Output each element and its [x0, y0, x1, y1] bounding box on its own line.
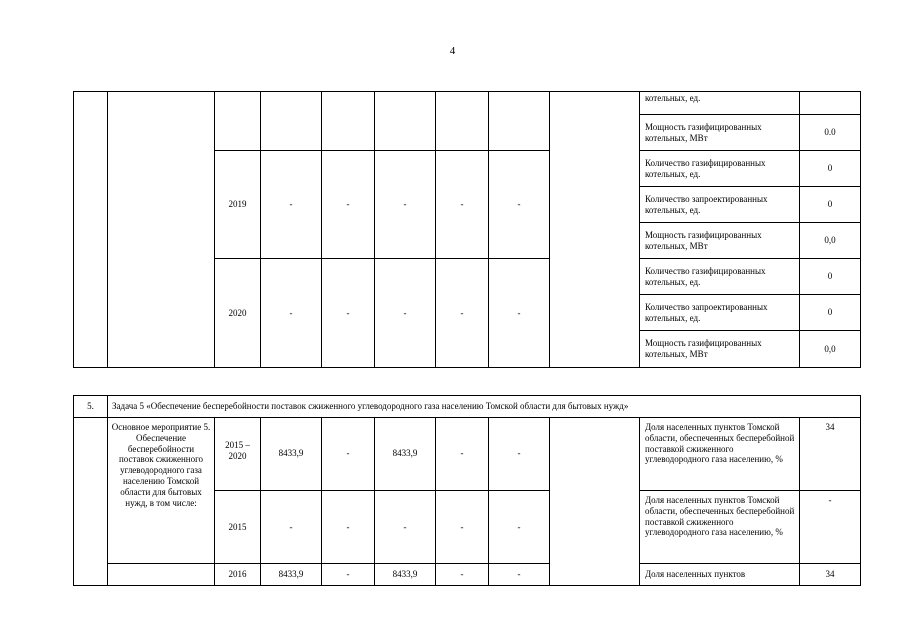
indicator-value: 0: [800, 187, 861, 223]
page-number: 4: [449, 45, 456, 57]
funding-cell: -: [322, 151, 375, 259]
funding-cell: 8433,9: [261, 418, 322, 491]
funding-cell: 8433,9: [375, 564, 436, 586]
indicator-cell: Мощность газифицированных котельных, МВт: [640, 223, 800, 259]
task-title: Задача 5 «Обеспечение бесперебойности поставок сжиженного углеводородного газа населению Томской области для бытовых нужд»: [108, 396, 861, 418]
blank-cell: [550, 418, 640, 586]
indicator-value: 0,0: [800, 331, 861, 368]
year-cell: 2015: [215, 491, 261, 564]
activity-cell: [108, 92, 215, 368]
funding-cell: -: [489, 491, 550, 564]
year-cell: [215, 92, 261, 151]
funding-cell: -: [322, 418, 375, 491]
funding-cell: [322, 92, 375, 151]
funding-cell: -: [489, 151, 550, 259]
funding-cell: [436, 92, 489, 151]
indicator-cell: Количество газифицированных котельных, ед.: [640, 259, 800, 295]
funding-cell: -: [436, 564, 489, 586]
row-number-cell: [74, 418, 108, 586]
indicator-value: 0,0: [800, 223, 861, 259]
blank-cell: [550, 92, 640, 368]
indicator-cell: Количество газифицированных котельных, ед.: [640, 151, 800, 187]
funding-cell: -: [436, 259, 489, 368]
funding-cell: -: [322, 491, 375, 564]
funding-cell: -: [489, 564, 550, 586]
funding-cell: [489, 92, 550, 151]
indicator-cell: Мощность газифицированных котельных, МВт: [640, 331, 800, 368]
funding-cell: -: [375, 491, 436, 564]
task-5-table: [73, 395, 861, 586]
row-number-cell: [74, 92, 108, 368]
indicator-value: 0.0: [800, 115, 861, 151]
funding-cell: -: [375, 151, 436, 259]
funding-cell: -: [261, 259, 322, 368]
indicator-cell: Количество запроектированных котельных, ед.: [640, 187, 800, 223]
program-table-continuation: [73, 91, 861, 368]
year-cell: 2019: [215, 151, 261, 259]
funding-cell: -: [489, 418, 550, 491]
indicator-value: [800, 92, 861, 115]
year-cell: 2015 – 2020: [215, 418, 261, 491]
funding-cell: -: [489, 259, 550, 368]
funding-cell: 8433,9: [261, 564, 322, 586]
funding-cell: [261, 92, 322, 151]
funding-cell: -: [261, 491, 322, 564]
task-row-number: 5.: [74, 396, 108, 418]
indicator-value: -: [800, 491, 861, 564]
indicator-cell: Доля населенных пунктов Томской области, обеспеченных бесперебойной поставкой сжиженного углеводородного газа населению, %: [640, 418, 800, 491]
funding-cell: -: [375, 259, 436, 368]
funding-cell: -: [322, 259, 375, 368]
indicator-value: 0: [800, 259, 861, 295]
funding-cell: 8433,9: [375, 418, 436, 491]
activity-cell: [108, 564, 215, 586]
funding-cell: -: [436, 418, 489, 491]
funding-cell: -: [261, 151, 322, 259]
funding-cell: -: [436, 491, 489, 564]
indicator-value: 34: [800, 418, 861, 491]
indicator-cell: Доля населенных пунктов: [640, 564, 800, 586]
activity-cell: Основное мероприятие 5. Обеспечение бесперебойности поставок сжиженного углеводородного газа населению Томской области для бытовых нужд, в том числе:: [108, 418, 215, 564]
funding-cell: -: [322, 564, 375, 586]
funding-cell: [375, 92, 436, 151]
indicator-cell: Доля населенных пунктов Томской области, обеспеченных бесперебойной поставкой сжиженного углеводородного газа населению, %: [640, 491, 800, 564]
indicator-cell: Мощность газифицированных котельных, МВт: [640, 115, 800, 151]
year-cell: 2016: [215, 564, 261, 586]
indicator-cell: Количество запроектированных котельных, ед.: [640, 295, 800, 331]
indicator-value: 0: [800, 151, 861, 187]
indicator-cell: котельных, ед.: [640, 92, 800, 115]
year-cell: 2020: [215, 259, 261, 368]
indicator-value: 0: [800, 295, 861, 331]
funding-cell: -: [436, 151, 489, 259]
indicator-value: 34: [800, 564, 861, 586]
